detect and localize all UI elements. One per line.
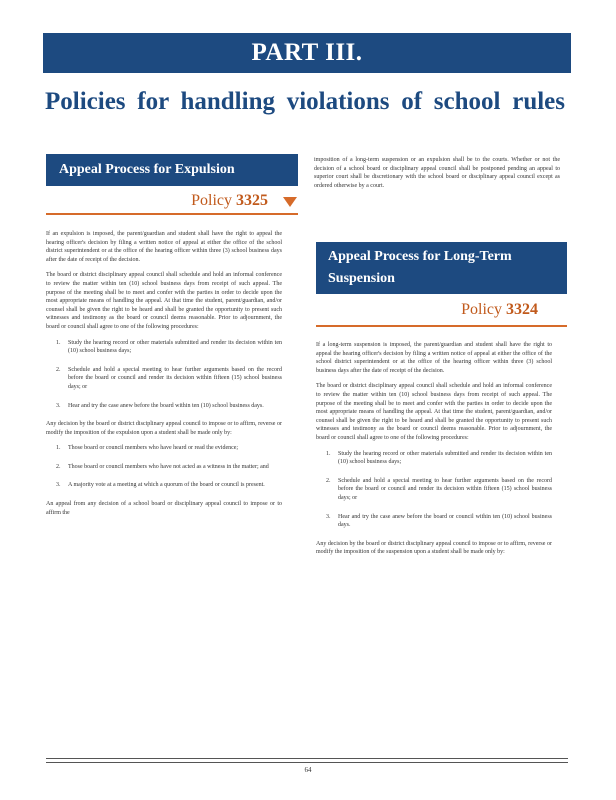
- long-term-body: [316, 341, 552, 564]
- expulsion-decision: Any decision by the board or district disciplinary appeal council to impose or to affirm, reverse or modify the imposition of the expulsion upon a student shall be made only by:: [46, 421, 282, 436]
- section-divider: [316, 325, 567, 327]
- part-banner: PART III.: [43, 33, 571, 73]
- list-item: 2. Those board or council members who have not acted as a witness in the matter; and: [62, 463, 282, 472]
- long-term-procedures-list: [316, 450, 552, 530]
- expulsion-body: [46, 230, 282, 524]
- triangle-down-icon: [283, 197, 297, 207]
- list-item: 3. A majority vote at a meeting at which a quorum of the board or council is present.: [62, 481, 282, 490]
- section-divider: [46, 213, 298, 215]
- policy-number: 3325: [236, 192, 268, 209]
- expulsion-intro: If an expulsion is imposed, the parent/guardian and student shall have the right to appeal the hearing officer's decision by filing a written notice of appeal at either the office of the school district superintendent or at the office of the hearing officer within three (3) school business days after the date of receipt of the decision.: [46, 231, 282, 263]
- expulsion-procedures-list: [46, 339, 282, 411]
- footer-rule: [46, 758, 568, 759]
- expulsion-conference: The board or district disciplinary appeal council shall schedule and hold an informal conference to review the matter within ten (10) school business days from receipt of such appeal. The purpose of the meeting shall be to meet and confer with the parties in order to decide upon the most appropriate means of handling the appeal. At that time the student, parent/guardian, and/or counsel shall be given the right to be heard and shall be granted the opportunity to present such witnesses and testimony as the board or council deems reasonable. Prior to adjournment, the board or council shall agree to one of the following procedures:: [46, 272, 282, 330]
- long-term-decision: Any decision by the board or district disciplinary appeal council to impose or to affirm, reverse or modify the imposition of the suspension upon a student shall be made only by:: [316, 540, 552, 556]
- long-term-policy-label: [420, 301, 538, 319]
- expulsion-section-heading: Appeal Process for Expulsion: [46, 154, 298, 186]
- list-item: 1. Those board or council members who have heard or read the evidence;: [62, 444, 282, 453]
- list-item: 1. Study the hearing record or other materials submitted and render its decision within ten (10) school business days;: [62, 339, 282, 356]
- page-number: 64: [304, 766, 312, 774]
- long-term-section-heading: Appeal Process for Long-Term Suspension: [316, 242, 567, 294]
- continuation-paragraph: imposition of a long-term suspension or an expulsion shall be to the courts. Whether or not the decision of a school board or disciplinary appeal council shall be postponed pending an appeal to superior court shall be discretionary with the school board or disciplinary appeal council except as ordered otherwise by a court.: [314, 157, 560, 189]
- expulsion-voters-list: [46, 444, 282, 490]
- list-item: 3. Hear and try the case anew before the board or council within ten (10) school business days.: [332, 513, 552, 530]
- policy-number: 3324: [506, 301, 538, 318]
- page-title: Policies for handling violations of school rules: [45, 88, 565, 115]
- policy-word: Policy: [191, 192, 236, 209]
- list-item: 3. Hear and try the case anew before the board within ten (10) school business days.: [62, 402, 282, 411]
- list-item: 1. Study the hearing record or other materials submitted and render its decision within ten (10) school business days;: [332, 450, 552, 467]
- long-term-conference: The board or district disciplinary appeal council shall schedule and hold an informal conference to review the matter within ten (10) school business days from receipt of such appeal. The purpose of the meeting shall be to meet and confer with the parties in order to decide upon the most appropriate means of handling the appeal. At that time the student, parent/guardian, and/or counsel shall be given the right to be heard and shall be granted the opportunity to present such witnesses and testimony as the board or council deems reasonable. Prior to adjournment, the board or council shall agree to one of the following procedures:: [316, 383, 552, 441]
- expulsion-policy-label: [150, 192, 268, 210]
- list-item: 2. Schedule and hold a special meeting to hear further arguments based on the record before the board or council and render its decision within fifteen (15) school business days; or: [332, 477, 552, 503]
- policy-word: Policy: [461, 301, 506, 318]
- continuation-text: [314, 156, 560, 197]
- expulsion-appeal-courts: An appeal from any decision of a school board or disciplinary appeal council to impose or to affirm the: [46, 501, 282, 516]
- long-term-intro: If a long-term suspension is imposed, the parent/guardian and student shall have the right to appeal the hearing officer's decision by filing a written notice of appeal at either the office of the school district superintendent or at the office of the hearing officer within three (3) school business days after the date of receipt of the decision.: [316, 342, 552, 374]
- footer-rule: [46, 762, 568, 763]
- list-item: 2. Schedule and hold a special meeting to hear further arguments based on the record before the board or council and render its decision within fifteen (15) school business days; or: [62, 366, 282, 392]
